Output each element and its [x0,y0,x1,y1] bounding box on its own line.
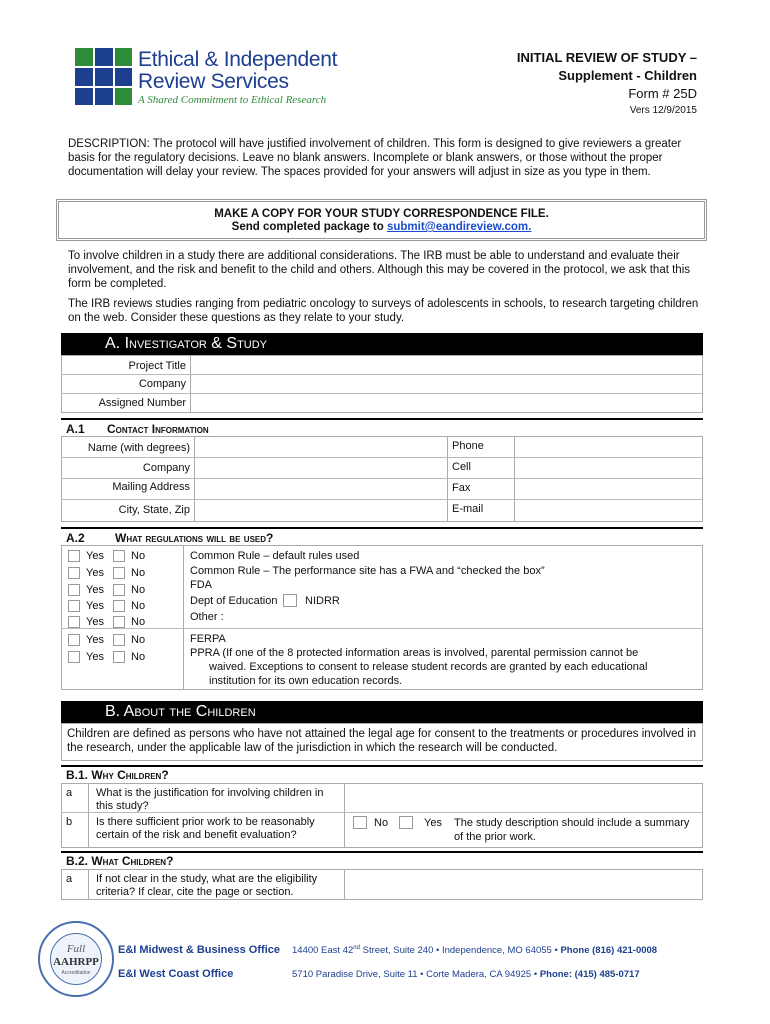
intro-1: To involve children in a study there are additional considerations. The IRB must be able to understand and evaluate their involvement, and the risk and benefit to the child and others. Although this may be covered in the protocol, we ask that this form be completed. [68,250,691,290]
ppra-yes-label: Yes [86,651,104,663]
reg5-no-checkbox[interactable] [113,616,125,628]
b1-b-no-label: No [374,817,389,829]
reg3-yes-checkbox[interactable] [68,584,80,596]
b1-b-yes-note-2: of the prior work. [454,831,536,843]
ppra-no-checkbox[interactable] [113,651,125,663]
reg-ppra-line1: PPRA (If one of the 8 protected information areas is involved, parental permission cannot be [190,647,639,659]
a2-number: A.2 [66,531,85,545]
contact-company-label: Company [142,462,190,474]
seal-text-full: Full [66,943,86,955]
b2-title: B.2. What Children? [66,854,174,868]
seal-text-aahrpp: AAHRPP [53,956,99,968]
reg2-yes-label: Yes [86,567,104,579]
city-state-zip-input[interactable] [196,501,445,521]
reg1-no-checkbox[interactable] [113,550,125,562]
reg1-yes-label: Yes [86,550,104,562]
reg1-no-label: No [131,550,146,562]
ferpa-yes-label: Yes [86,634,104,646]
phone-label: Phone [452,440,484,452]
reg-common-rule-fwa: Common Rule – The performance site has a FWA and “checked the box” [190,565,545,577]
notice-line-2 [59,221,704,233]
b2-a-letter: a [66,873,73,885]
mailing-address-input[interactable] [196,480,445,498]
a1-number: A.1 [66,422,85,436]
reg4-yes-checkbox[interactable] [68,600,80,612]
cell-input[interactable] [516,459,702,477]
reg5-yes-checkbox[interactable] [68,616,80,628]
reg-ferpa: FERPA [190,633,226,645]
b1-title: B.1. Why Children? [66,768,169,782]
reg3-no-checkbox[interactable] [113,584,125,596]
reg-other-input[interactable] [228,609,698,625]
b1-a-letter: a [66,787,73,799]
reg2-no-checkbox[interactable] [113,567,125,579]
office1-address-post: Street, Suite 240 • Independence, MO 64055 • [359,945,561,957]
seal-text-accreditation: Accreditation [61,970,91,976]
nidrr-label: NIDRR [305,595,340,607]
office2-phone: Phone: (415) 485-0717 [539,969,640,980]
email-input[interactable] [516,501,702,521]
header-title-2: Supplement - Children [558,68,697,83]
fax-input[interactable] [516,480,702,498]
name-degrees-label: Name (with degrees) [87,442,190,454]
ferpa-no-checkbox[interactable] [113,634,125,646]
reg4-no-checkbox[interactable] [113,600,125,612]
notice-prefix: Send completed package to [231,221,387,233]
submit-email-link[interactable]: submit@eandireview.com. [386,221,532,233]
fax-label: Fax [452,482,471,494]
office2-name: E&I West Coast Office [118,968,234,980]
phone-input[interactable] [516,438,702,456]
cell-label: Cell [452,461,471,473]
mailing-address-label: Mailing Address [112,481,190,493]
nidrr-checkbox[interactable] [283,594,297,607]
reg2-no-label: No [131,567,146,579]
b1-b-yes-note-1: The study description should include a summary [454,817,690,829]
b1-a-question: What is the justification for involving children in this study? [96,787,324,812]
company-input[interactable] [192,376,701,392]
b2-a-question: If not clear in the study, what are the eligibility criteria? If clear, cite the page or section. [96,873,318,898]
notice-line-1: MAKE A COPY FOR YOUR STUDY CORRESPONDENCE FILE. [214,208,549,220]
office1-name: E&I Midwest & Business Office [118,944,280,956]
reg2-yes-checkbox[interactable] [68,567,80,579]
project-title-input[interactable] [192,357,701,373]
b1-b-letter: b [66,816,73,828]
logo-mark [75,48,132,105]
notice-box [56,199,707,241]
reg3-no-label: No [131,584,146,596]
office1-address-pre: 14400 East 42 [292,945,354,957]
reg-ppra-line3: institution for its own education records. [209,675,403,687]
a2-title: What regulations will be used? [115,531,274,545]
reg-fda: FDA [190,579,212,591]
b1-b-yes-checkbox[interactable] [399,816,413,829]
reg-ppra-line2: waived. Exceptions to consent to release student records are granted by each educational [209,661,648,673]
assigned-number-label: Assigned Number [98,397,186,409]
reg5-no-label: No [131,616,146,628]
section-b-header [61,701,703,723]
section-a-header [61,333,703,355]
reg-other-label: Other : [190,611,224,623]
reg4-no-label: No [131,600,146,612]
intro-2: The IRB reviews studies ranging from pediatric oncology to surveys of adolescents in schools, to research targeting children on the web. Consider these questions as they relate to your study. [68,298,699,324]
reg3-yes-label: Yes [86,584,104,596]
reg-common-rule-default: Common Rule – default rules used [190,550,360,562]
section-a-title: A. Investigator & Study [105,335,268,352]
section-b-title: B. About the Children [105,703,256,720]
office2-address [292,969,640,980]
header-title-1: INITIAL REVIEW OF STUDY – [516,50,697,65]
assigned-number-input[interactable] [192,395,701,411]
office1-address [292,945,657,956]
city-state-zip-label: City, State, Zip [118,504,190,516]
ppra-no-label: No [131,651,146,663]
form-number: Form # 25D [628,86,697,101]
project-title-label: Project Title [128,360,186,372]
logo-line2: Review Services [138,70,289,93]
logo-tagline: A Shared Commitment to Ethical Research [138,94,327,106]
email-label: E-mail [452,503,484,515]
b1-b-yes-label: Yes [424,817,442,829]
reg4-yes-label: Yes [86,600,104,612]
company-label: Company [138,378,186,390]
office2-address-text: 5710 Paradise Drive, Suite 11 • Corte Madera, CA 94925 • [292,969,540,980]
ferpa-yes-checkbox[interactable] [68,634,80,646]
section-b-intro: Children are defined as persons who have not attained the legal age for consent to the treatments or procedures involved in the research, under the applicable law of the jurisdiction in which the research will be conducted. [67,728,697,754]
b1-b-no-checkbox[interactable] [353,816,367,829]
ppra-yes-checkbox[interactable] [68,651,80,663]
office1-address-sup: nd [353,945,360,951]
a1-title: Contact Information [107,422,209,436]
office1-phone: Phone (816) 421-0008 [560,945,658,957]
reg5-yes-label: Yes [86,616,104,628]
b1-b-question: Is there sufficient prior work to be reasonably certain of the risk and benefit evaluation? [96,816,315,841]
reg-dept-education: Dept of Education [190,595,278,607]
version: Vers 12/9/2015 [629,105,697,116]
aahrpp-seal-icon [38,921,114,997]
reg1-yes-checkbox[interactable] [68,550,80,562]
contact-company-input[interactable] [196,459,445,477]
logo-line1: Ethical & Independent [138,48,338,71]
b1-a-answer-input[interactable] [346,785,702,811]
b2-a-answer-input[interactable] [346,871,702,898]
description: DESCRIPTION: The protocol will have justified involvement of children. This form is designed to give reviewers a greater basis for the regulatory decisions. Leave no blank answers. Incomplete or blank answers, or those without the proper documentation will delay your review. The spaces provided for your answers will adjust in size as you type in them. [68,138,682,178]
name-input[interactable] [196,438,445,456]
ferpa-no-label: No [131,634,146,646]
